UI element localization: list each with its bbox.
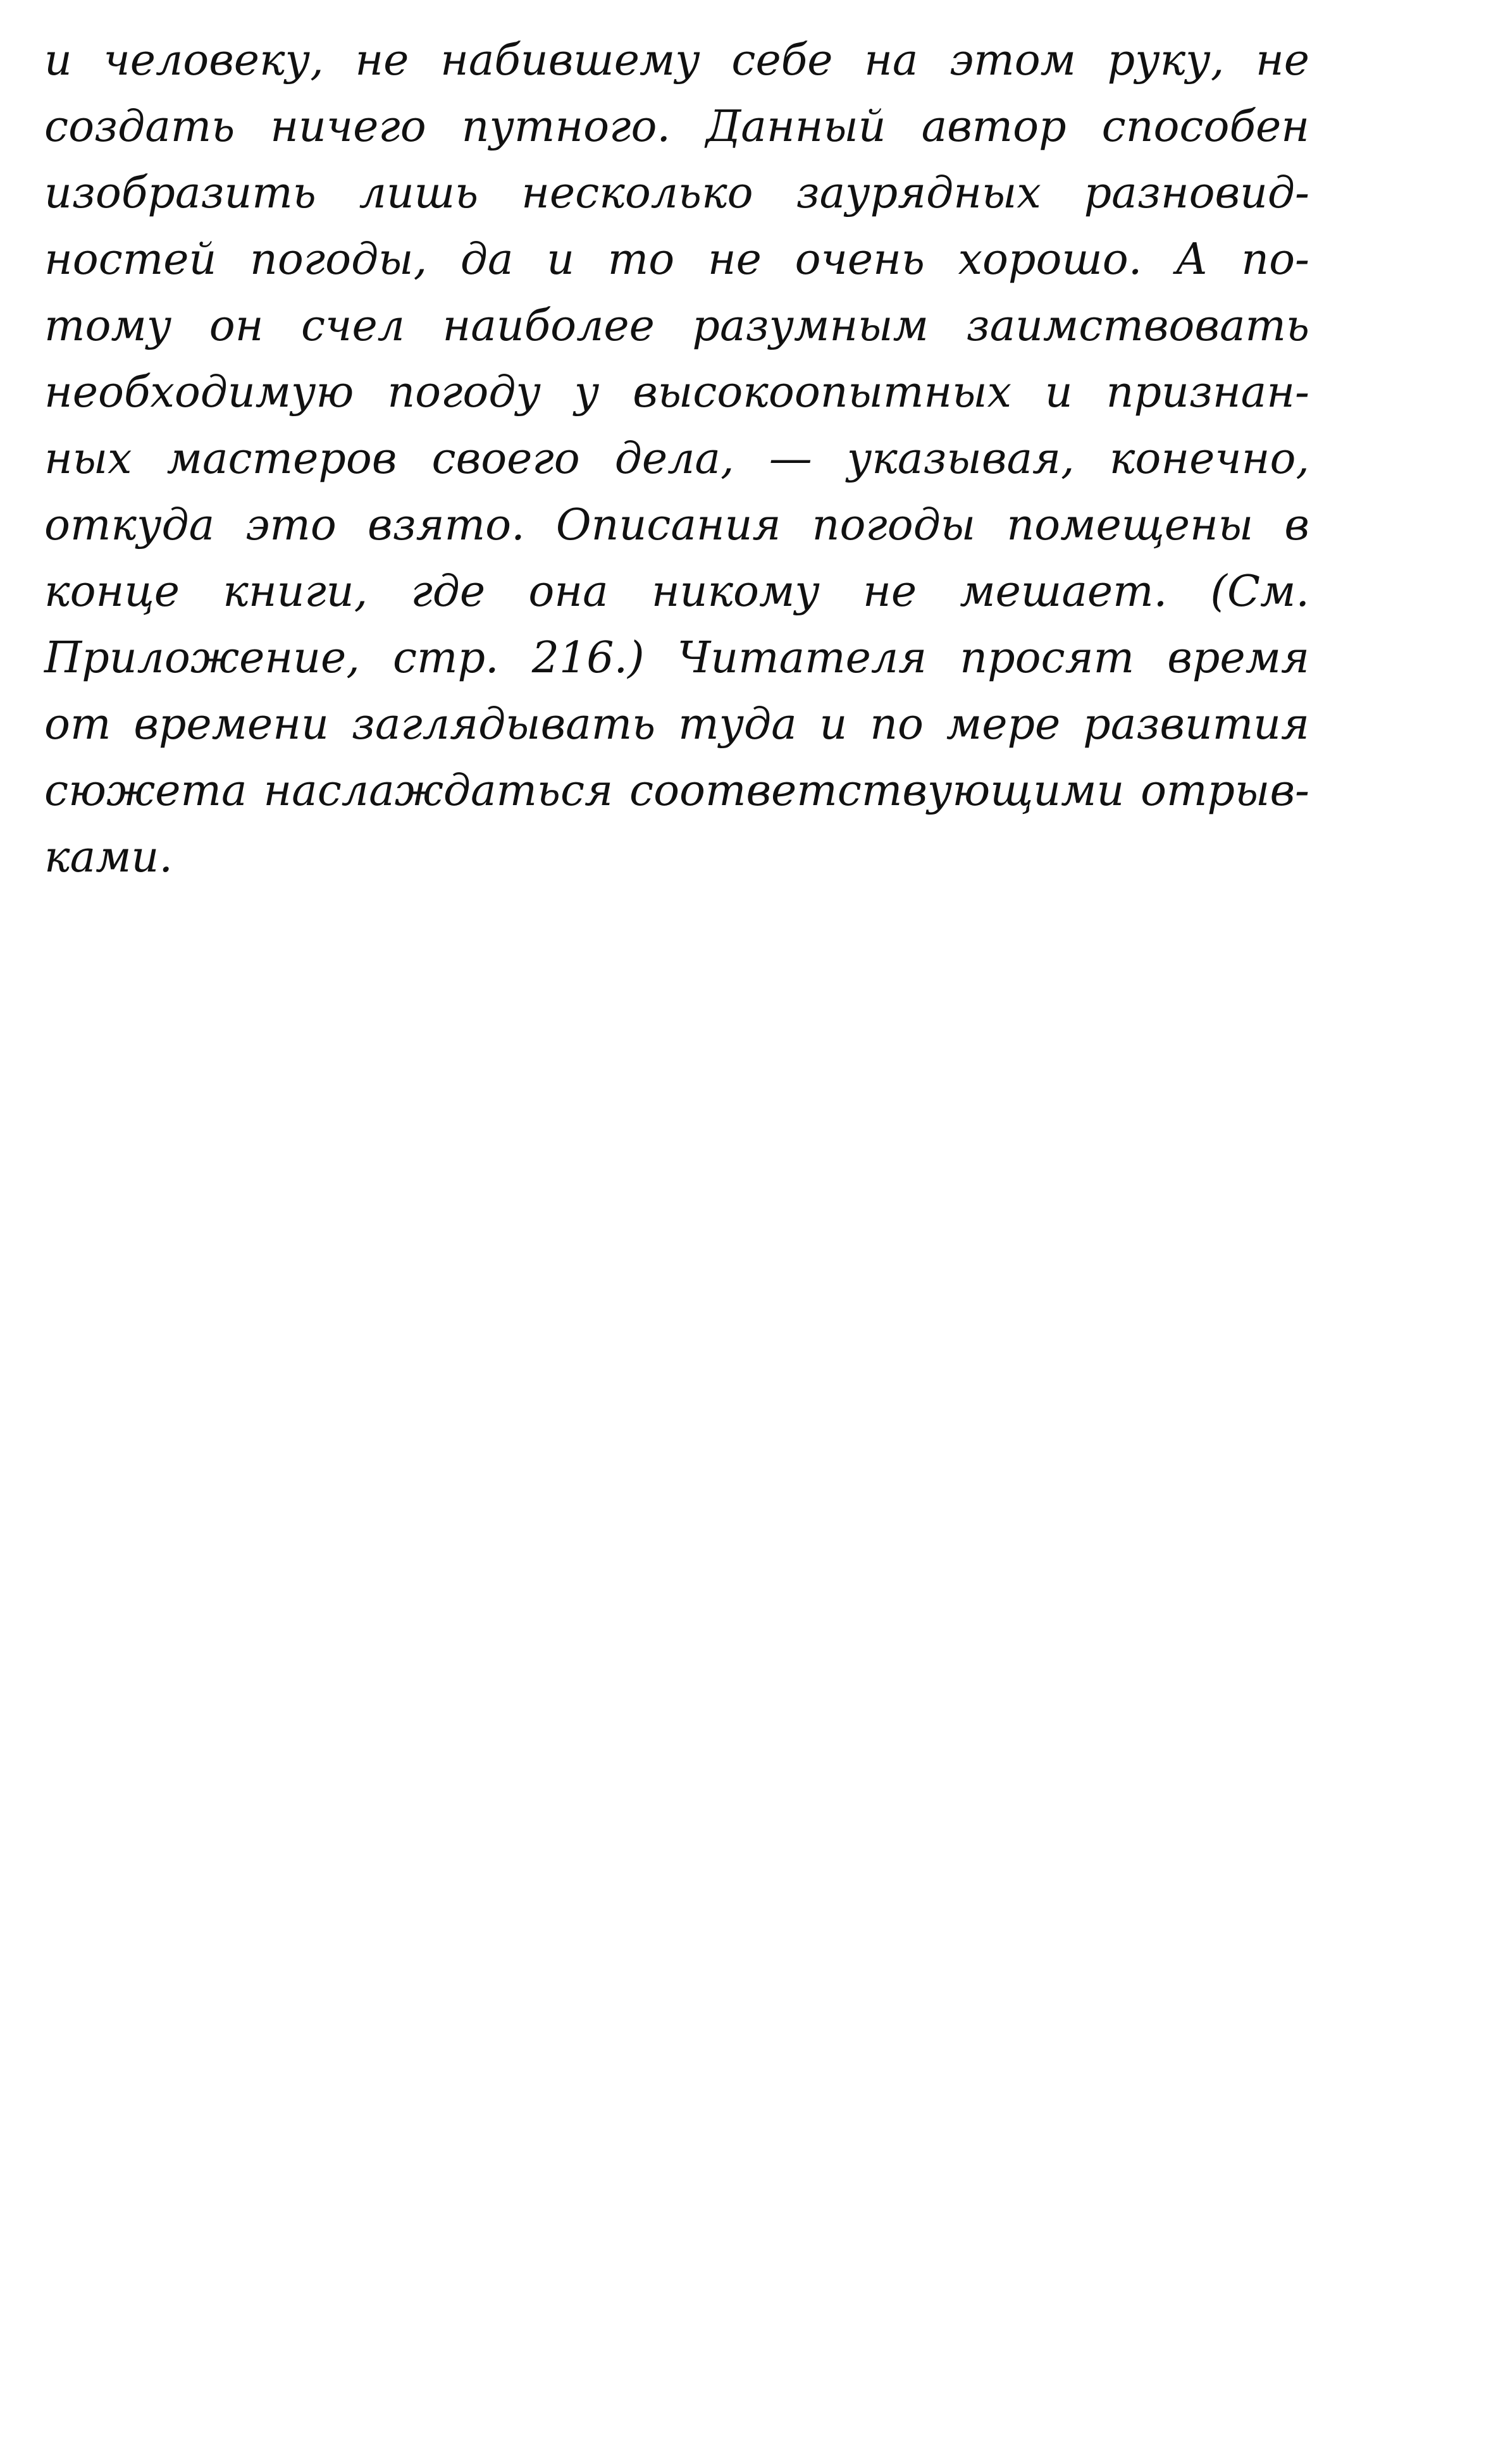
text-line: необходимую погоду у высокоопытных и признан- — [44, 367, 1309, 417]
text-line: ных мастеров своего дела, — указывая, конечно, — [44, 434, 1309, 484]
text-line: сюжета наслаждаться соответствующими отрыв- — [44, 766, 1309, 816]
text-line: и человеку, не набившему себе на этом руку, не — [44, 35, 1309, 85]
text-line: Приложение, стр. 216.) Читателя просят время — [44, 633, 1309, 683]
text-line: тому он счел наиболее разумным заимствовать — [44, 301, 1309, 351]
text-line: откуда это взято. Описания погоды помещены в — [44, 500, 1309, 550]
text-line: конце книги, где она никому не мешает. (См. — [44, 567, 1309, 617]
text-line: ностей погоды, да и то не очень хорошо. А по- — [44, 235, 1309, 285]
text-line-last: ками. — [44, 832, 173, 882]
text-line: от времени заглядывать туда и по мере развития — [44, 699, 1309, 749]
text-line: создать ничего путного. Данный автор способен — [44, 102, 1309, 152]
text-line: изобразить лишь несколько заурядных разновид- — [44, 168, 1309, 218]
